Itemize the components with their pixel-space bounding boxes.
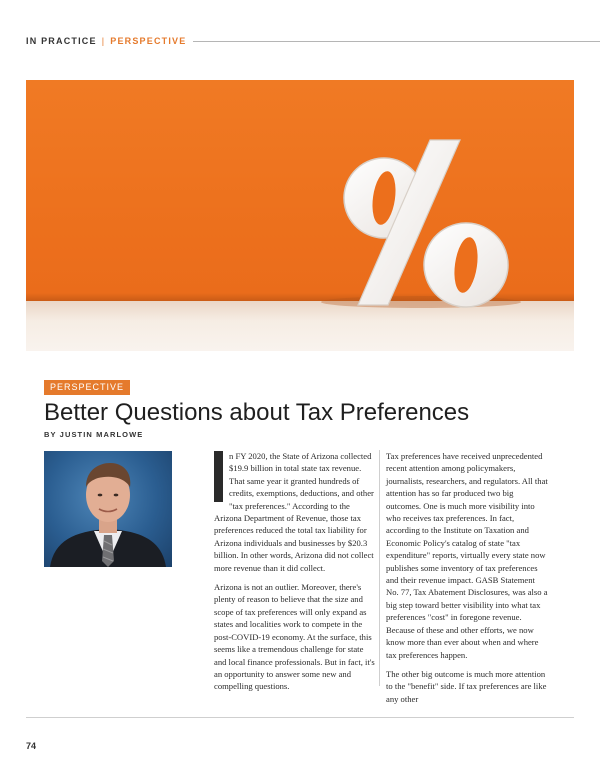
paragraph-text: n FY 2020, the State of Arizona collected $19.9 billion in total state tax revenue. That same year it granted hundreds of credits, exemptions, deductions, and other "tax preferences." According to the Arizona Department of Revenue, those tax preferences reduced the total tax liability for Arizona individuals and businesses by $20.3 billion. In other words, Arizona did not collect more revenue than it did collect. (214, 451, 374, 573)
drop-cap (214, 451, 223, 502)
hero-image (26, 80, 574, 351)
article-column-1 (214, 450, 376, 700)
article-title: Better Questions about Tax Preferences (44, 399, 470, 426)
paragraph (214, 450, 376, 574)
header-separator: | (101, 36, 106, 46)
article-column-2 (386, 450, 548, 712)
article-byline: BY JUSTIN MARLOWE (44, 430, 144, 439)
paragraph: The other big outcome is much more attention to the "benefit" side. If tax preferences are like any other (386, 668, 547, 704)
paragraph: Arizona is not an outlier. Moreover, there's plenty of reason to believe that the size and scope of tax preferences will only expand as states and localities work to compete in the post-COVID-19 economy. At the surface, this seems like a tremendous challenge for state and local finance professionals. But in fact, it's an opportunity to answer some new and compelling questions. (214, 582, 375, 692)
header-rule (193, 41, 600, 42)
footer-rule (26, 717, 574, 718)
header-subsection: PERSPECTIVE (110, 36, 187, 46)
running-header (26, 34, 600, 48)
percent-sign-graphic (26, 80, 574, 351)
header-section: IN PRACTICE (26, 36, 97, 46)
author-portrait (44, 451, 172, 567)
column-divider (379, 450, 380, 686)
article-tag: PERSPECTIVE (44, 380, 130, 395)
author-photo (44, 451, 172, 567)
page-number: 74 (26, 741, 37, 751)
paragraph: Tax preferences have received unprecedented recent attention among policymakers, journalists, researchers, and regulators. All that attention has so far produced two big outcomes. One is much more visibility into who receives tax preferences. In fact, according to the Institute on Taxation and Economic Policy's catalog of state "tax expenditure" reports, virtually every state now publishes some inventory of tax preferences and their revenue impact. GASB Statement No. 77, Tax Abatement Disclosures, was also a big step toward better visibility into what tax preferences "cost" in foregone revenue. Because of these and other efforts, we now know more than ever about when and where tax preferences happen. (386, 451, 548, 660)
